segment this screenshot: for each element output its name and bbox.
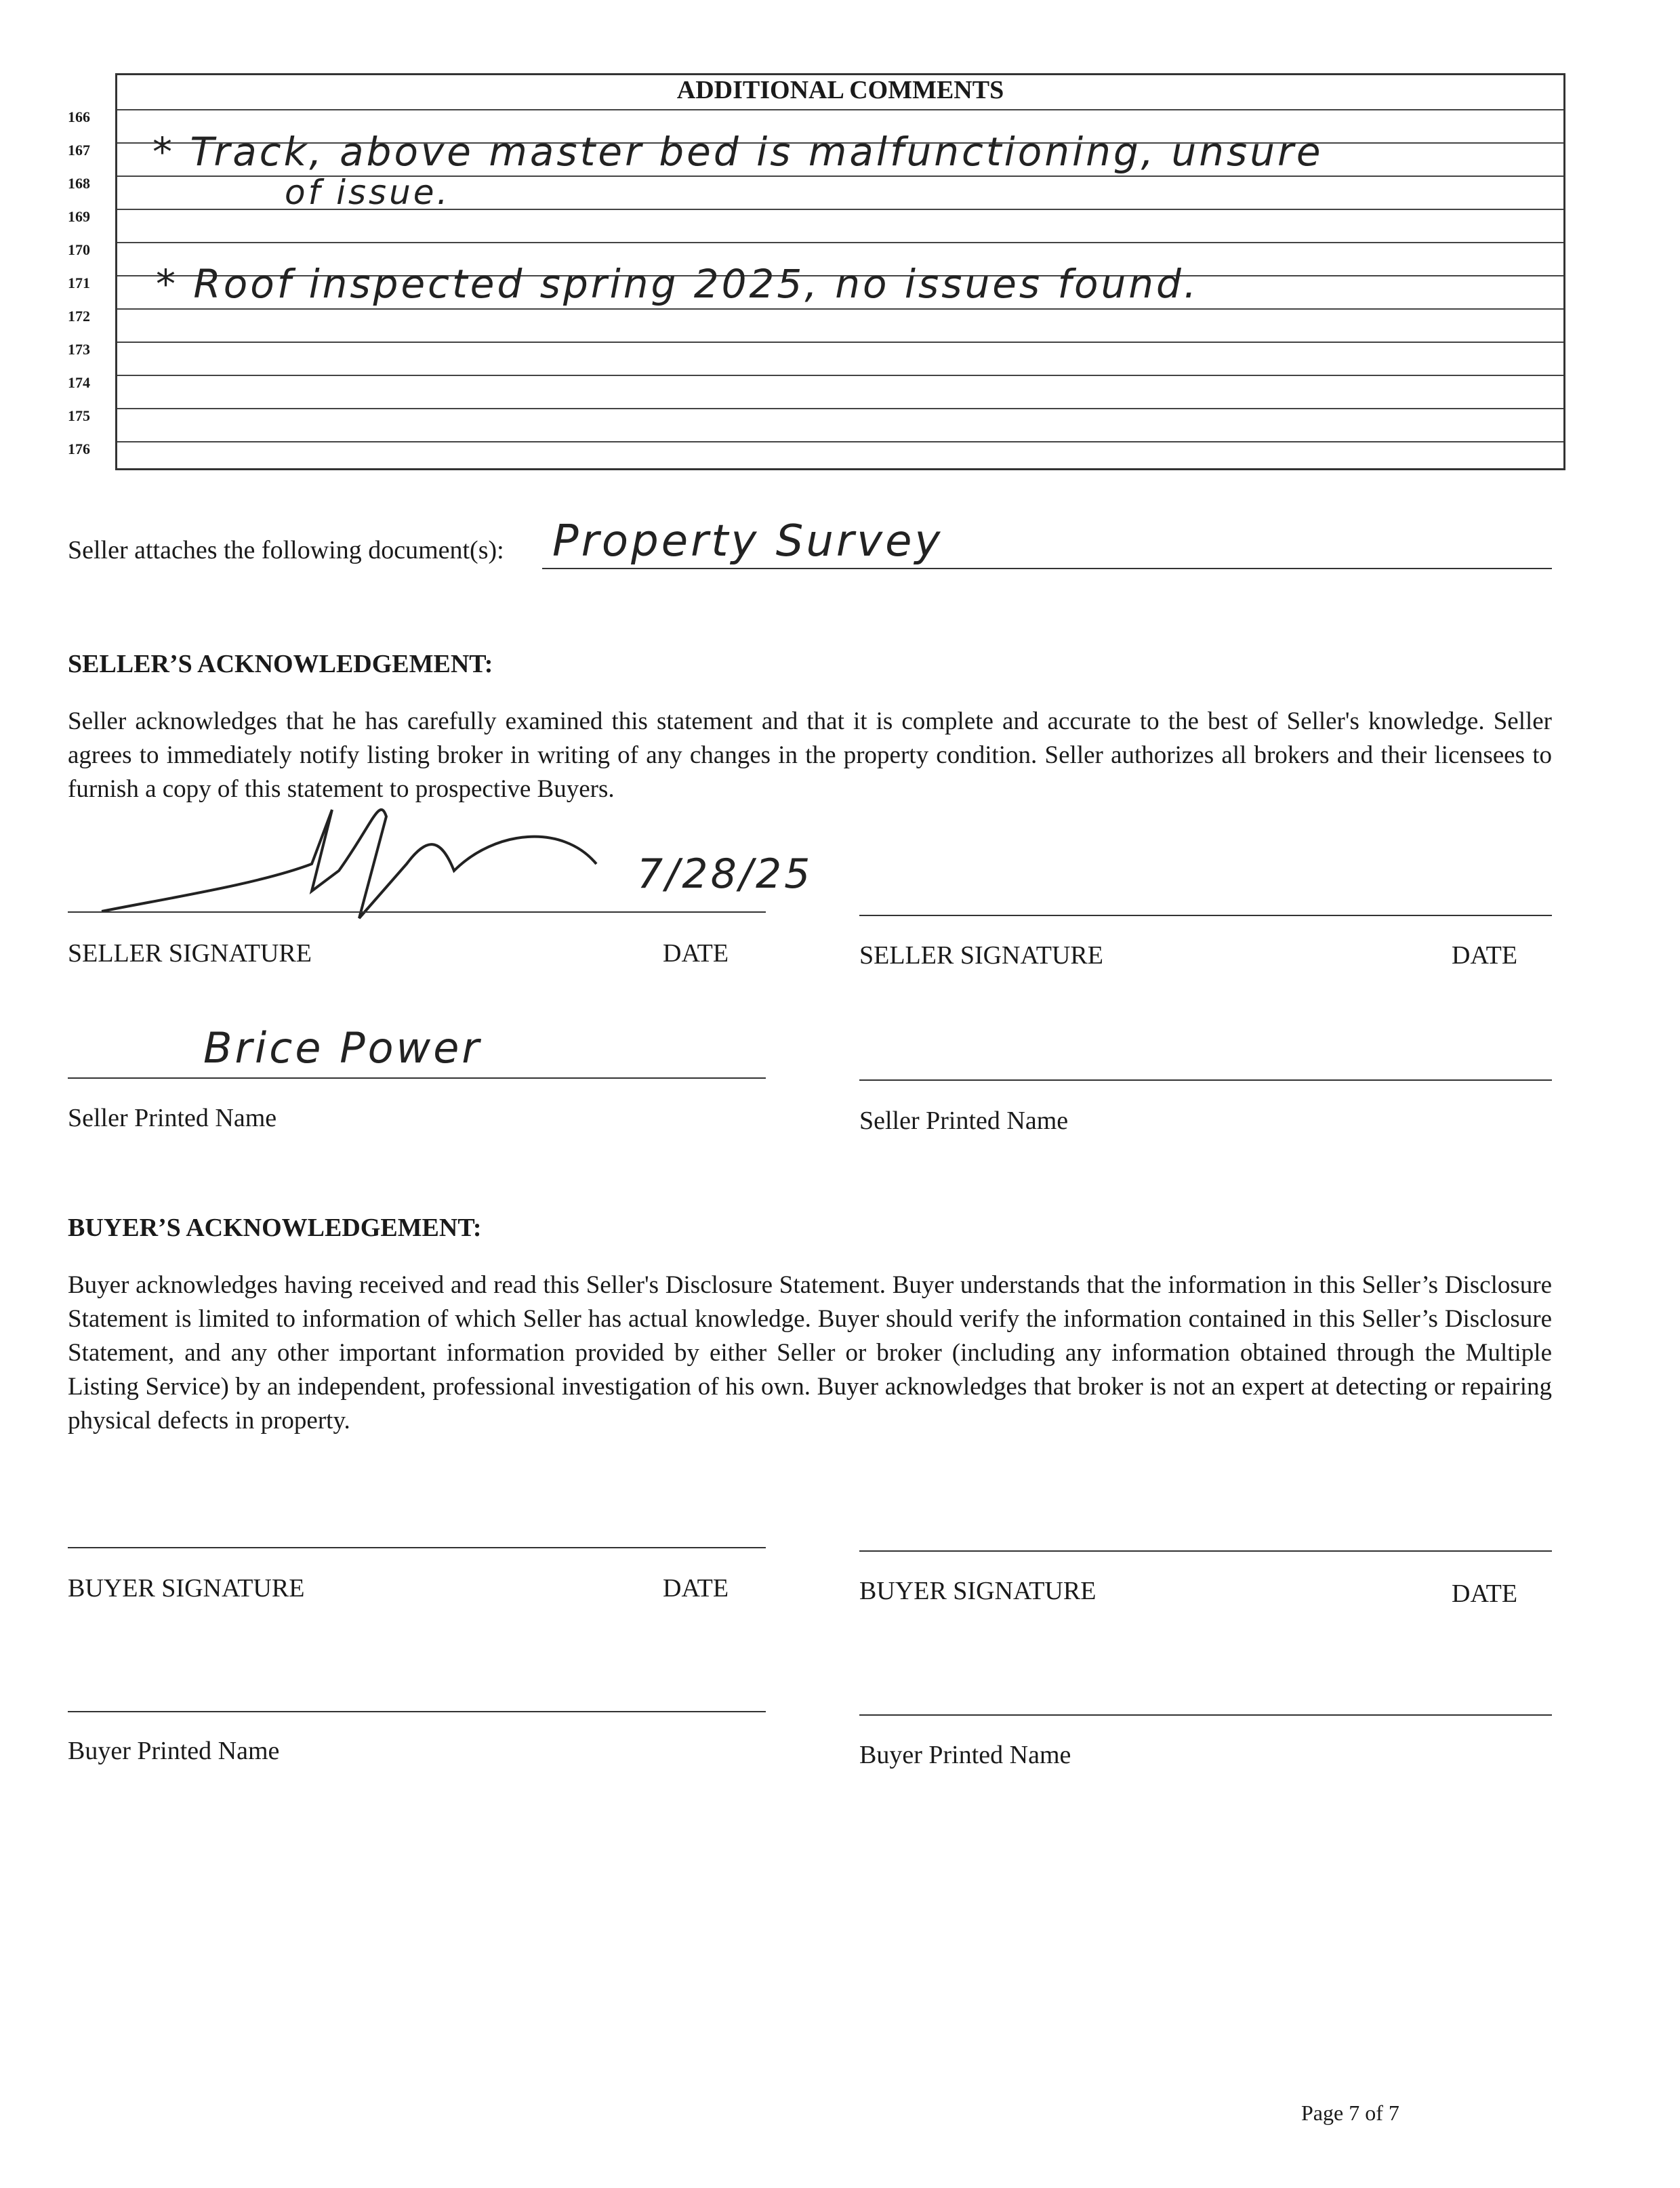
seller-name-line-1	[68, 1077, 766, 1079]
seller-name-label-1: Seller Printed Name	[68, 1104, 277, 1132]
seller-ack-text: Seller acknowledges that he has carefully examined this statement and that it is complete and accurate to the best of Seller's knowledge. Seller agrees to immediately notify listing broker in writing of any changes in the property condition. Seller authorizes all brokers and their licensees to furnish a copy of this statement to prospective Buyers.	[68, 707, 1552, 803]
comment-line-3: * Roof inspected spring 2025, no issues found.	[156, 261, 1200, 307]
line-number: 169	[68, 208, 90, 225]
seller-signature-date: 7/28/25	[637, 850, 813, 898]
line-number: 173	[68, 341, 90, 358]
buyer-name-label-1: Buyer Printed Name	[68, 1737, 280, 1765]
line-number: 167	[68, 142, 90, 159]
line-number: 170	[68, 241, 90, 258]
buyer-name-line-2	[859, 1714, 1552, 1716]
buyer-date-label-1: DATE	[663, 1574, 729, 1603]
seller-name-line-2	[859, 1079, 1552, 1081]
line-number: 166	[68, 108, 90, 125]
line-number: 171	[68, 274, 90, 291]
line-number: 176	[68, 440, 90, 457]
buyer-ack-heading: BUYER’S ACKNOWLEDGEMENT:	[68, 1214, 482, 1242]
seller-printed-name-value: Brice Power	[203, 1023, 482, 1073]
page-number: Page 7 of 7	[1301, 2101, 1399, 2125]
line-number: 175	[68, 407, 90, 424]
comment-line-1: * Track, above master bed is malfunctioning, unsure	[152, 129, 1324, 175]
buyer-sig-label-2: BUYER SIGNATURE	[859, 1577, 1097, 1605]
buyer-name-label-2: Buyer Printed Name	[859, 1741, 1071, 1769]
buyer-date-label-2: DATE	[1452, 1580, 1518, 1608]
buyer-ack-text: Buyer acknowledges having received and read this Seller's Disclosure Statement. Buyer understands that the information in this Seller’s Disclosure Statement is limited to information of which Seller has actual knowledge. Buyer should verify the information contained in this Seller’s Disclosure Statement, and any other important information provided by either Seller or broker (including any information obtained through the Multiple Listing Service) by an independent, professional investigation of his own. Buyer acknowledges that broker is not an expert at detecting or repairing physical defects in property.	[68, 1271, 1552, 1434]
buyer-sig-line-2	[859, 1550, 1552, 1552]
seller-sig-line-1	[68, 911, 766, 913]
seller-sig-label-1: SELLER SIGNATURE	[68, 939, 312, 968]
attachments-value: Property Survey	[552, 516, 943, 566]
seller-sig-line-2	[859, 915, 1552, 916]
seller-date-label-2: DATE	[1452, 941, 1518, 970]
seller-signature	[88, 796, 630, 945]
line-number: 172	[68, 308, 90, 325]
comment-line-2: of issue.	[285, 173, 451, 212]
buyer-sig-line-1	[68, 1547, 766, 1548]
seller-date-label-1: DATE	[663, 939, 729, 968]
seller-sig-label-2: SELLER SIGNATURE	[859, 941, 1103, 970]
buyer-sig-label-1: BUYER SIGNATURE	[68, 1574, 305, 1603]
comments-title: ADDITIONAL COMMENTS	[676, 76, 1004, 104]
seller-name-label-2: Seller Printed Name	[859, 1107, 1069, 1135]
buyer-name-line-1	[68, 1711, 766, 1712]
attachments-label: Seller attaches the following document(s):	[68, 536, 504, 564]
attachments-line	[542, 568, 1552, 569]
line-number: 174	[68, 374, 90, 391]
seller-ack-heading: SELLER’S ACKNOWLEDGEMENT:	[68, 650, 493, 678]
line-number: 168	[68, 175, 90, 192]
